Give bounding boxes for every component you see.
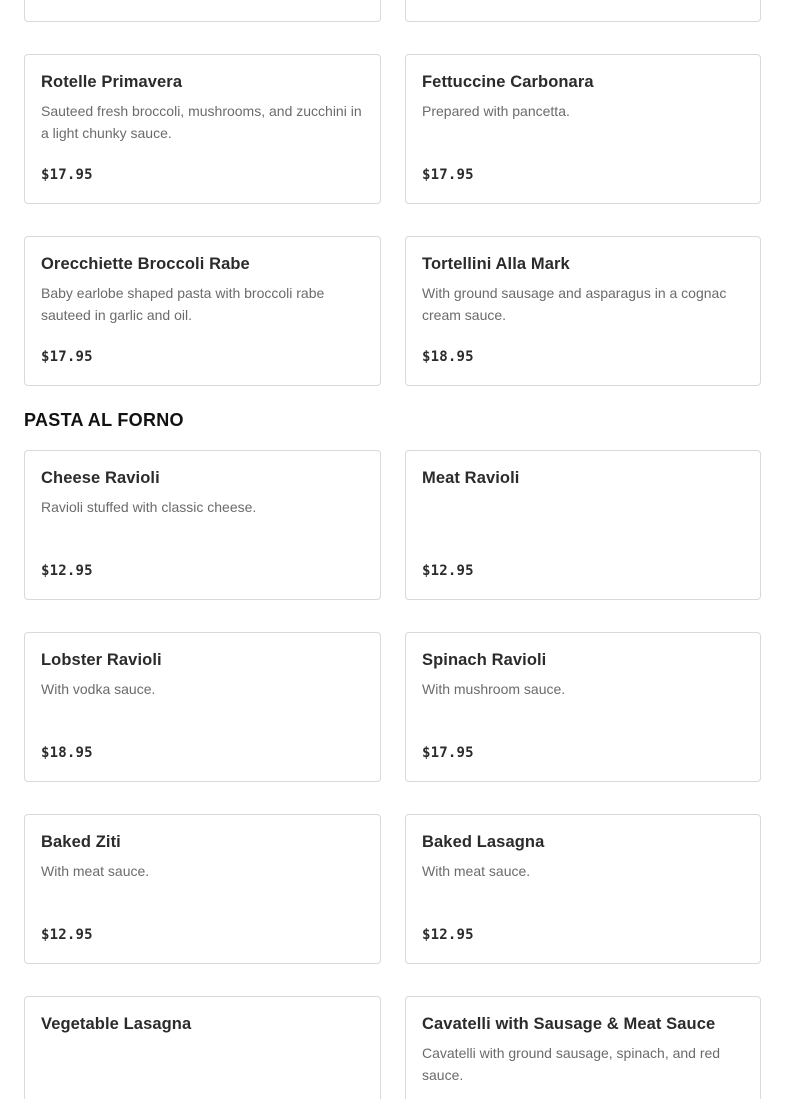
menu-item-description: With vodka sauce. <box>41 681 156 697</box>
menu-item-name: Spinach Ravioli <box>422 651 547 669</box>
menu-item-name: Rotelle Primavera <box>41 73 183 91</box>
menu-item-name: Meat Ravioli <box>422 469 520 487</box>
menu-item-card[interactable] <box>24 632 381 782</box>
menu-item-name: Baked Ziti <box>41 833 121 851</box>
menu-item-card-partial[interactable] <box>405 0 761 22</box>
menu-item-price: $12.95 <box>41 927 93 943</box>
menu-item-description: With ground sausage and asparagus in a cognac cream sauce. <box>422 285 727 323</box>
menu-item-description: With meat sauce. <box>41 863 150 879</box>
menu-item-price: $17.95 <box>41 167 93 183</box>
menu-item-card[interactable] <box>405 632 761 782</box>
menu-item-card[interactable] <box>405 450 761 600</box>
menu-item-description: Baby earlobe shaped pasta with broccoli rabe sauteed in garlic and oil. <box>41 285 325 323</box>
menu-item-description: Sauteed fresh broccoli, mushrooms, and zucchini in a light chunky sauce. <box>41 103 362 141</box>
menu-item-card-partial[interactable] <box>24 0 381 22</box>
menu-item-description: With meat sauce. <box>422 863 531 879</box>
menu-item-description: Prepared with pancetta. <box>422 103 570 119</box>
menu-item-description: Ravioli stuffed with classic cheese. <box>41 499 257 515</box>
menu-item-price: $12.95 <box>422 563 474 579</box>
menu-item-price: $12.95 <box>41 563 93 579</box>
menu-item-card[interactable] <box>24 450 381 600</box>
menu-item-name: Vegetable Lasagna <box>41 1015 192 1033</box>
menu-item-name: Lobster Ravioli <box>41 651 162 669</box>
menu-item-card[interactable] <box>24 814 381 964</box>
menu-item-price: $18.95 <box>41 745 93 761</box>
menu-item-card[interactable] <box>405 814 761 964</box>
menu-item-name: Cavatelli with Sausage & Meat Sauce <box>422 1015 716 1033</box>
menu-item-description: Cavatelli with ground sausage, spinach, and red sauce. <box>422 1045 721 1083</box>
menu-item-name: Fettuccine Carbonara <box>422 73 594 91</box>
menu-item-card[interactable] <box>24 54 381 204</box>
menu-item-name: Tortellini Alla Mark <box>422 255 570 273</box>
menu-item-card[interactable] <box>405 236 761 386</box>
menu-item-price: $17.95 <box>41 349 93 365</box>
menu-item-price: $12.95 <box>422 927 474 943</box>
menu-item-card[interactable] <box>24 236 381 386</box>
menu-item-price: $17.95 <box>422 167 474 183</box>
menu-item-card[interactable] <box>24 996 381 1099</box>
menu-item-price: $17.95 <box>422 745 474 761</box>
menu-item-card[interactable] <box>405 54 761 204</box>
menu-item-description: With mushroom sauce. <box>422 681 566 697</box>
menu-item-name: Cheese Ravioli <box>41 469 160 487</box>
menu-item-price: $18.95 <box>422 349 474 365</box>
menu-item-name: Orecchiette Broccoli Rabe <box>41 255 250 273</box>
section-title: PASTA AL FORNO <box>24 410 184 430</box>
menu-item-name: Baked Lasagna <box>422 833 545 851</box>
menu-item-card[interactable] <box>405 996 761 1099</box>
